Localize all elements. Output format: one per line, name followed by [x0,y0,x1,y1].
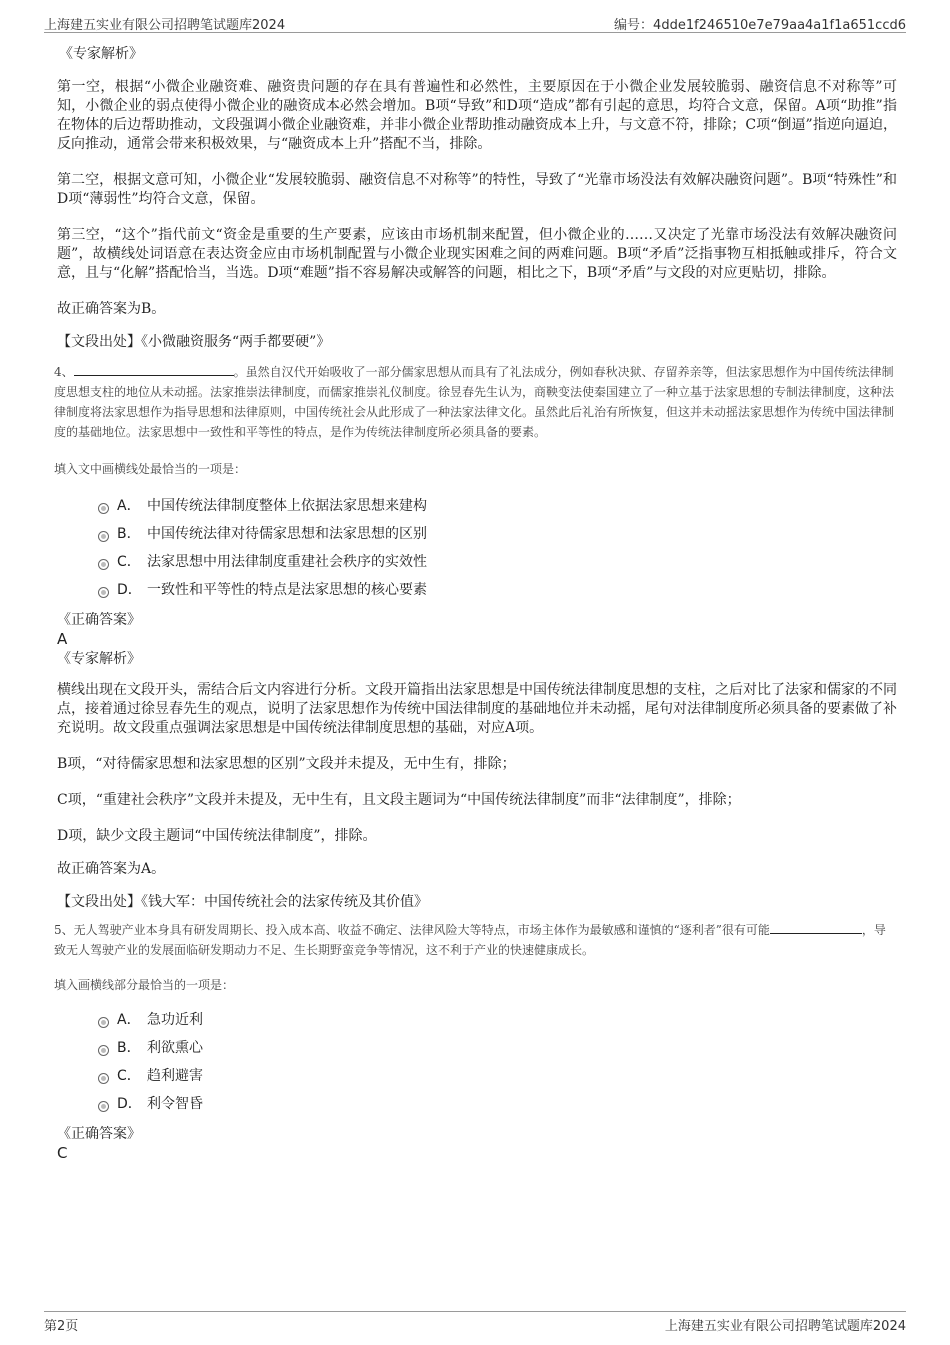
question-4-analysis-label: 《专家解析》 [57,651,141,667]
page-header [44,12,906,33]
option-key: C． [117,554,141,570]
question-4-option-a[interactable] [97,496,897,524]
header-doc-number: 编号：4dde1f246510e7e79aa4a1f1a651ccd6 [614,18,906,33]
question-4-blank [74,363,234,376]
question-4-option-d[interactable] [97,580,897,608]
question-4-answer: A [57,630,68,648]
radio-icon[interactable] [98,559,109,570]
option-key: A． [117,1012,141,1028]
prev-analysis-paragraph-1: 第一空，根据“小微企业融资难、融资贵问题的存在具有普遍性和必然性，主要原因在于小微企业发展较脆弱、融资信息不对称等”可知，小微企业的弱点使得小微企业的融资成本必然会增加。B项“导致”和D项“造成”都有引起的意思，均符合文意，保留。A项“助推”指在物体的后边帮助推动，文段强调小微企业融资难，并非小微企业帮助推动融资成本上升，与文意不符，排除；C项“倒逼”指逆向逼迫，反向推动，通常会带来积极效果，与“融资成本上升”搭配不当，排除。 [57,79,897,152]
option-key: D． [117,582,142,598]
prev-source: 【文段出处】《小微融资服务“两手都要硬”》 [57,334,331,350]
question-5-option-d[interactable] [97,1094,897,1122]
radio-icon[interactable] [98,587,109,598]
option-text: 中国传统法律对待儒家思想和法家思想的区别 [147,526,427,542]
radio-icon[interactable] [98,1101,109,1112]
question-5-answer-label: 《正确答案》 [57,1126,141,1142]
prev-analysis-label: 《专家解析》 [59,46,143,62]
question-5-answer: C [57,1144,68,1162]
footer-title: 上海建五实业有限公司招聘笔试题库2024 [664,1319,906,1334]
question-4-number: 4、 [54,365,74,379]
question-5-option-c[interactable] [97,1066,897,1094]
question-4-prompt: 填入文中画横线处最恰当的一项是： [54,462,247,476]
question-4-analysis-option-d: D项，缺少文段主题词“中国传统法律制度”，排除。 [57,828,377,844]
question-5-body-2: ，导致无人驾驶产业的发展面临研发期动力不足、生长期野蛮竞争等情况，这不利于产业的快速健康成长。 [54,923,886,957]
prev-analysis-paragraph-3: 第三空，“这个”指代前文“资金是重要的生产要素，应该由市场机制来配置，但小微企业的……又决定了光靠市场没法有效解决融资问题”，故横线处词语意在表达资金应由市场机制配置与小微企业现实困难之间的两难问题。B项“矛盾”泛指事物互相抵触或排斥，符合文意，且与“化解”搭配恰当，当选。D项“难题”指不容易解决或解答的问题，相比之下，B项“矛盾”与文段的对应更贴切，排除。 [57,227,897,281]
radio-icon[interactable] [98,531,109,542]
question-4-option-b[interactable] [97,524,897,552]
prev-conclusion: 故正确答案为B。 [57,301,166,317]
option-text: 利令智昏 [147,1096,203,1112]
question-5-option-b[interactable] [97,1038,897,1066]
option-key: D． [117,1096,142,1112]
option-text: 急功近利 [147,1012,203,1028]
page-content [54,44,897,1162]
option-key: B． [117,1040,141,1056]
question-5-body-1: 无人驾驶产业本身具有研发周期长、投入成本高、收益不确定、法律风险大等特点，市场主体作为最敏感和谨慎的“逐利者”很有可能 [73,923,770,937]
option-key: B． [117,526,141,542]
prev-analysis-paragraph-2: 第二空，根据文意可知，小微企业“发展较脆弱、融资信息不对称等”的特性，导致了“光靠市场没法有效解决融资问题”。B项“特殊性”和D项“薄弱性”均符合文意，保留。 [57,172,897,207]
question-4-analysis-option-b: B项，“对待儒家思想和法家思想的区别”文段并未提及，无中生有，排除； [57,756,516,772]
question-5-options [97,1010,897,1122]
header-title: 上海建五实业有限公司招聘笔试题库2024 [44,18,286,33]
option-text: 趋利避害 [147,1068,203,1084]
question-4-conclusion: 故正确答案为A。 [57,861,166,877]
question-5-text [54,920,897,960]
question-4-analysis-option-c: C项，“重建社会秩序”文段并未提及，无中生有，且文段主题词为“中国传统法律制度”而非“法律制度”，排除； [57,792,741,808]
radio-icon[interactable] [98,503,109,514]
question-4-body: 。虽然自汉代开始吸收了一部分儒家思想从而具有了礼法成分，例如春秋决狱、存留养亲等，但法家思想作为中国传统法律制度思想支柱的地位从未动摇。法家推崇法律制度，而儒家推崇礼仪制度。徐昱春先生认为，商鞅变法使秦国建立了一种立基于法家思想的专制法律制度，这种法律制度将法家思想作为指导思想和法律原则，中国传统社会从此形成了一种法家法律文化。虽然此后礼治有所恢复，但这并未动摇法家思想作为传统中国法律制度的基础地位。法家思想中一致性和平等性的特点，是作为传统法律制度所必须具备的要素。 [54,365,895,439]
option-key: C． [117,1068,141,1084]
question-4-text [54,362,897,442]
question-5-option-a[interactable] [97,1010,897,1038]
question-4-option-c[interactable] [97,552,897,580]
option-text: 法家思想中用法律制度重建社会秩序的实效性 [147,554,427,570]
page-footer [44,1311,906,1334]
question-4-options [97,496,897,608]
question-5-blank [770,921,862,934]
radio-icon[interactable] [98,1017,109,1028]
radio-icon[interactable] [98,1045,109,1056]
radio-icon[interactable] [98,1073,109,1084]
option-text: 中国传统法律制度整体上依据法家思想来建构 [147,498,427,514]
question-4-answer-label: 《正确答案》 [57,612,141,628]
question-4-analysis-paragraph-1: 横线出现在文段开头，需结合后文内容进行分析。文段开篇指出法家思想是中国传统法律制度思想的支柱，之后对比了法家和儒家的不同点，接着通过徐昱春先生的观点，说明了法家思想作为传统中国法律制度的基础地位并未动摇，尾句对法律制度所必须具备的要素做了补充说明。故文段重点强调法家思想是中国传统法律制度思想的基础，对应A项。 [57,682,897,736]
option-text: 利欲熏心 [147,1040,203,1056]
question-5-number: 5、 [54,923,74,937]
option-key: A． [117,498,141,514]
question-4-source: 【文段出处】《钱大军：中国传统社会的法家传统及其价值》 [57,894,428,910]
footer-page-number: 第2页 [44,1319,79,1334]
option-text: 一致性和平等性的特点是法家思想的核心要素 [147,582,427,598]
question-5-prompt: 填入画横线部分最恰当的一项是： [54,978,235,992]
